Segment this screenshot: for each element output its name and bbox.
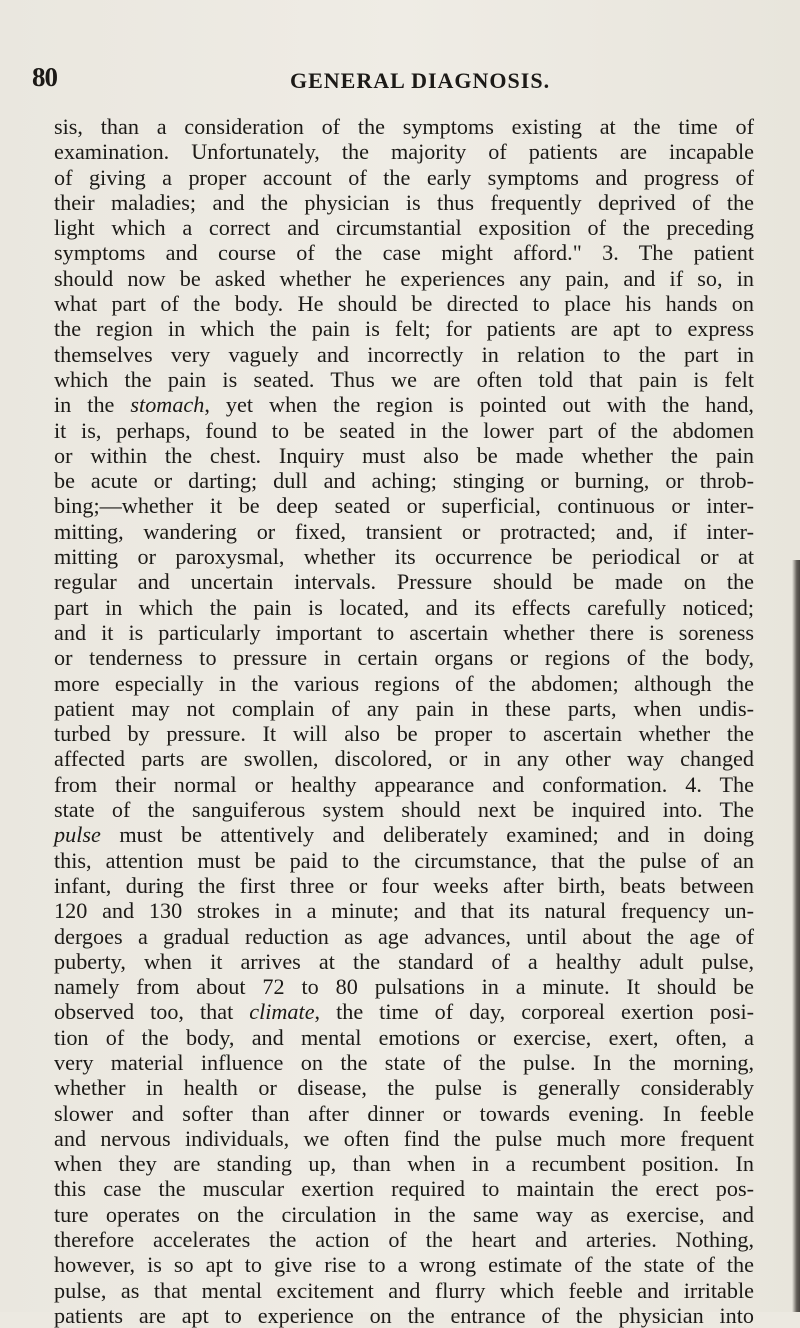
- text-line: affected parts are swollen, discolored, or in any other way changed: [54, 746, 754, 772]
- text-line: namely from about 72 to 80 pulsations in a minute. It should be: [54, 974, 754, 1000]
- text-line: mitting or paroxysmal, whether its occurrence be periodical or at: [54, 544, 754, 570]
- text-line: tion of the body, and mental emotions or exercise, exert, often, a: [54, 1024, 754, 1050]
- running-head: GENERAL DIAGNOSIS.: [290, 68, 551, 93]
- text-line: and nervous individuals, we often find the pulse much more frequent: [54, 1125, 754, 1151]
- text-line: pulse, as that mental excitement and flurry which feeble and irritable: [54, 1277, 754, 1303]
- text-line: puberty, when it arrives at the standard of a healthy adult pulse,: [54, 948, 754, 974]
- text-line: themselves very vaguely and incorrectly in relation to the part in: [54, 341, 754, 367]
- text-line: regular and uncertain intervals. Pressure should be made on the: [54, 569, 754, 595]
- text-line: observed too, that climate, the time of day, corporeal exertion posi-: [54, 999, 755, 1025]
- text-line: turbed by pressure. It will also be proper to ascertain whether the: [54, 721, 754, 747]
- page-edge-shadow: [792, 560, 800, 1312]
- text-line: what part of the body. He should be directed to place his hands on: [54, 291, 754, 317]
- text-line: however, is so apt to give rise to a wrong estimate of the state of the: [54, 1252, 754, 1278]
- text-line: more especially in the various regions of the abdomen; although the: [54, 670, 754, 696]
- text-line: in the stomach, yet when the region is pointed out with the hand,: [54, 392, 754, 418]
- text-line: their maladies; and the physician is thus frequently deprived of the: [54, 189, 754, 215]
- text-line: should now be asked whether he experiences any pain, and if so, in: [54, 265, 754, 291]
- body-text: [54, 114, 754, 1328]
- text-line: dergoes a gradual reduction as age advances, until about the age of: [54, 923, 754, 949]
- text-line: state of the sanguiferous system should next be inquired into. The: [54, 797, 754, 823]
- text-line: light which a correct and circumstantial exposition of the preceding: [54, 215, 754, 241]
- text-line: sis, than a consideration of the symptoms existing at the time of: [54, 114, 754, 139]
- text-line: whether in health or disease, the pulse is generally considerably: [54, 1075, 754, 1101]
- text-line: which the pain is seated. Thus we are often told that pain is felt: [54, 366, 754, 392]
- text-line: infant, during the first three or four weeks after birth, beats between: [54, 872, 754, 898]
- text-line: this case the muscular exertion required to maintain the erect pos-: [54, 1176, 754, 1202]
- italic-term: climate: [249, 999, 315, 1025]
- text-line: mitting, wandering or fixed, transient or protracted; and, if inter-: [54, 518, 754, 544]
- text-line: from their normal or healthy appearance and conformation. 4. The: [54, 771, 754, 797]
- text-line: examination. Unfortunately, the majority of patients are incapable: [54, 139, 754, 165]
- text-line: slower and softer than after dinner or towards evening. In feeble: [54, 1100, 754, 1126]
- text-line: it is, perhaps, found to be seated in the lower part of the abdomen: [54, 417, 754, 443]
- page-header: [32, 62, 772, 102]
- italic-term: stomach: [130, 392, 205, 418]
- text-line: ture operates on the circulation in the same way as exercise, and: [54, 1201, 754, 1227]
- text-line: of giving a proper account of the early symptoms and progress of: [54, 164, 754, 190]
- text-line: or within the chest. Inquiry must also be made whether the pain: [54, 442, 754, 468]
- text-line: very material influence on the state of the pulse. In the morning,: [54, 1049, 754, 1075]
- text-line: this, attention must be paid to the circumstance, that the pulse of an: [54, 847, 754, 873]
- text-line: part in which the pain is located, and its effects carefully noticed;: [54, 594, 754, 620]
- page-number: 80: [32, 62, 57, 92]
- text-line: be acute or darting; dull and aching; stinging or burning, or throb-: [54, 468, 754, 494]
- text-line: patient may not complain of any pain in these parts, when undis-: [54, 695, 754, 721]
- italic-term: pulse: [54, 822, 101, 848]
- text-line: bing;—whether it be deep seated or superficial, continuous or inter-: [54, 493, 754, 519]
- text-line: the region in which the pain is felt; for patients are apt to express: [54, 316, 754, 342]
- text-line: therefore accelerates the action of the heart and arteries. Nothing,: [54, 1227, 754, 1253]
- text-line: pulse must be attentively and deliberately examined; and in doing: [54, 822, 754, 848]
- text-line: patients are apt to experience on the entrance of the physician into: [54, 1302, 754, 1328]
- text-line: symptoms and course of the case might afford." 3. The patient: [54, 240, 754, 266]
- text-line: when they are standing up, than when in a recumbent position. In: [54, 1151, 754, 1177]
- text-line: and it is particularly important to ascertain whether there is soreness: [54, 619, 754, 645]
- text-line: or tenderness to pressure in certain organs or regions of the body,: [54, 645, 754, 671]
- text-line: 120 and 130 strokes in a minute; and that its natural frequency un-: [54, 898, 754, 924]
